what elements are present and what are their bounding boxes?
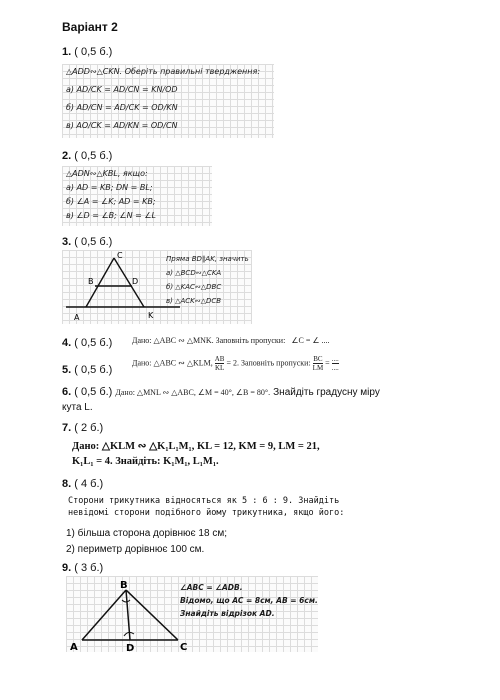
q5-points: ( 0,5 б.): [74, 364, 113, 376]
q4-points: ( 0,5 б.): [74, 337, 113, 349]
q9-label-c: C: [180, 642, 188, 652]
q1-header: [62, 46, 112, 58]
q8-line1: Сторони трикутника відносяться як 5 : 6 : 9. Знайдіть: [68, 496, 340, 506]
q9-handwritten-card: [66, 576, 318, 652]
q3-number: 3.: [62, 236, 72, 248]
q9-label-b: B: [120, 580, 128, 591]
q4-given: Дано: △ABC ∾ △MNK. Заповніть пропуски:: [132, 336, 286, 345]
q9-side-bc: [126, 590, 178, 640]
q6-points: ( 0,5 б.): [74, 386, 113, 398]
q3-prompt: Пряма BD∥AK, значить: [166, 255, 249, 263]
q5-given: Дано: △ABC ∾ △KLM,: [132, 358, 213, 368]
q2-option-a: а) AD = KB; DN = BL;: [66, 183, 153, 192]
q1-number: 1.: [62, 46, 72, 58]
q4-text: [132, 336, 330, 345]
q5-eq: = 2. Заповніть пропуски:: [226, 358, 311, 368]
q7-header: [62, 422, 103, 434]
q1-prompt: △ADD∾△CKN. Оберіть правильні твердження:: [66, 67, 261, 76]
q6-number: 6.: [62, 386, 72, 398]
q3-label-a: A: [74, 313, 80, 322]
q2-option-c: в) ∠D = ∠B; ∠N = ∠L: [66, 211, 156, 220]
q6-line2: кута L.: [62, 402, 93, 413]
q8-line2: невідомі сторони подібного йому трикутника, якщо його:: [68, 508, 345, 518]
q9-number: 9.: [62, 562, 72, 574]
q5-fraction-bc-lm: [313, 355, 324, 372]
q8-points: ( 4 б.): [74, 478, 104, 490]
q4-number: 4.: [62, 337, 72, 349]
q5-text: [132, 355, 339, 372]
q9-header: [62, 562, 103, 574]
q3-handwritten-card: [62, 250, 252, 324]
q2-prompt: △ADN∾△KBL, якщо:: [66, 169, 148, 178]
q5-eq2: =: [325, 358, 330, 368]
q9-note-2: Відомо, що AC = 8см, AB = 6см.: [180, 596, 318, 605]
q5-frac2-top: BC: [313, 355, 323, 363]
q5-frac2-bottom: LM: [312, 364, 324, 372]
q9-note-3: Знайдіть відрізок AD.: [180, 609, 275, 618]
q2-header: [62, 150, 112, 162]
q9-side-ab: [82, 590, 126, 640]
q2-handwritten-card: [62, 166, 212, 226]
q3-label-k: K: [148, 311, 154, 320]
q6-given: Дано: △MNL ∾ △ABC, ∠M = 40°, ∠B = 80°.: [115, 388, 271, 397]
q1-option-b: б) AD/CN = AD/CK = OD/KN: [66, 103, 178, 112]
q7-number: 7.: [62, 422, 72, 434]
q3-label-c: C: [117, 251, 123, 260]
q3-option-c: в) △ACK∾△DCB: [166, 297, 222, 305]
q8-item-2: 2) периметр дорівнює 100 см.: [66, 544, 205, 555]
q2-points: ( 0,5 б.): [74, 150, 113, 162]
q1-option-a: а) AD/CK = AD/CN = KN/OD: [66, 85, 178, 94]
q9-angle-mark-b: [122, 600, 130, 602]
q9-label-a: A: [70, 642, 78, 652]
q6-question: Знайдіть градусну міру: [273, 387, 380, 398]
q7-points: ( 2 б.): [74, 422, 104, 434]
q3-side-ck: [114, 258, 144, 307]
q3-option-a: а) △BCD∾△CKA: [166, 269, 222, 277]
q8-item-1: 1) більша сторона дорівнює 18 см;: [66, 528, 227, 539]
q5-frac1-top: AB: [214, 355, 225, 363]
q5-frac1-bottom: KL: [214, 364, 225, 372]
q4-blank: ∠C = ∠ ....: [291, 336, 330, 345]
q4-header: [62, 337, 112, 349]
q9-label-d: D: [126, 643, 135, 652]
q7-line1: Дано: △KLM ∾ △K₁L₁M₁, KL = 12, KM = 9, LM = 21,: [72, 441, 320, 452]
q3-label-b: B: [88, 277, 94, 286]
q9-note-1: ∠ABC = ∠ADB.: [180, 583, 243, 592]
q5-frac3-top: ....: [331, 355, 339, 363]
page-title: Варіант 2: [62, 20, 118, 34]
q1-points: ( 0,5 б.): [74, 46, 113, 58]
q5-number: 5.: [62, 364, 72, 376]
q5-frac3-bottom: ....: [331, 364, 339, 372]
q3-points: ( 0,5 б.): [74, 236, 113, 248]
q5-header: [62, 364, 112, 376]
q8-header: [62, 478, 103, 490]
q1-option-c: в) AO/CK = AD/KN = OD/CN: [66, 121, 178, 130]
q6-header: [62, 386, 380, 398]
q3-option-b: б) △KAC∾△DBC: [166, 283, 222, 291]
q3-header: [62, 236, 112, 248]
q3-label-d: D: [132, 277, 139, 286]
q2-number: 2.: [62, 150, 72, 162]
q7-line2: K₁L₁ = 4. Знайдіть: K₁M₁, L₁M₁.: [72, 456, 219, 467]
q5-fraction-ab-kl: [215, 355, 225, 372]
q9-points: ( 3 б.): [74, 562, 104, 574]
q2-option-b: б) ∠A = ∠K; AD = KB;: [66, 197, 156, 206]
q1-handwritten-card: [62, 64, 274, 138]
q5-fraction-blank: [332, 355, 339, 372]
q8-number: 8.: [62, 478, 72, 490]
